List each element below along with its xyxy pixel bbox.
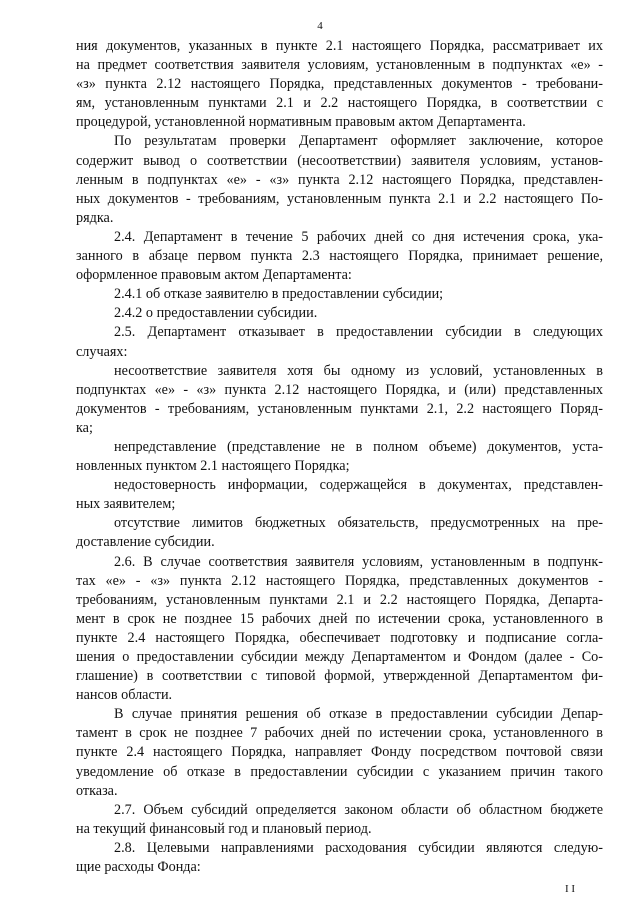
footer-mark: I I [565,883,576,895]
text-line: 2.7. Объем субсидий определяется законом области об областном бюджете [114,801,603,818]
text-line: занного в абзаце первом пункта 2.3 настоящего Порядка, принимает решение, [76,248,603,265]
text-line: По результатам проверки Департамент оформляет заключение, которое [114,133,603,150]
page-number: 4 [317,20,323,32]
text-line: на текущий финансовый год и плановый период. [76,820,372,837]
text-line: отказа. [76,782,118,799]
text-line: ных документов - требованиям, установленным пункта 2.1 и 2.2 настоящего По- [76,190,603,207]
text-line: ка; [76,419,93,436]
text-line: глашение) в соответствии с типовой формой, утвержденной Департаментом фи- [76,668,603,685]
text-line: случаях: [76,343,128,360]
text-line: мент в срок не позднее 15 рабочих дней по истечении срока, установленного в [76,610,603,627]
text-line: непредставление (представление не в полном объеме) документов, уста- [114,438,603,455]
text-line: отсутствие лимитов бюджетных обязательств, предусмотренных на пре- [114,515,603,532]
text-line: щие расходы Фонда: [76,859,201,876]
text-line: несоответствие заявителя хотя бы одному из условий, установленных в [114,362,603,379]
text-line: 2.4.2 о предоставлении субсидии. [114,305,318,322]
text-line: недостоверность информации, содержащейся в документах, представлен- [114,477,603,494]
text-line: на предмет соответствия заявителя условиям, установленным в подпунктах «е» - [76,57,603,74]
text-line: 2.5. Департамент отказывает в предоставлении субсидии в следующих [114,324,603,341]
text-line: В случае принятия решения об отказе в предоставлении субсидии Депар- [114,706,603,723]
text-line: оформленное правовым актом Департамента: [76,267,352,284]
text-line: доставление субсидии. [76,534,215,551]
text-line: уведомление об отказе в предоставлении субсидии с указанием причин такого [76,763,603,780]
text-line: 2.8. Целевыми направлениями расходования субсидии являются следую- [114,839,603,856]
text-line: 2.4.1 об отказе заявителю в предоставлении субсидии; [114,286,444,303]
text-line: нансов области. [76,687,173,704]
text-line: новленных пунктом 2.1 настоящего Порядка; [76,458,350,475]
text-line: рядка. [76,209,114,226]
text-line: «з» пункта 2.12 настоящего Порядка, представленных документов - требовани- [76,76,603,93]
text-line: документов - требованиям, установленным пунктами 2.1, 2.2 настоящего Поряд- [76,400,603,417]
text-line: пункте 2.4 настоящего Порядка, обеспечивает подготовку и подписание согла- [76,629,603,646]
text-line: содержит вывод о соответствии (несоответствии) заявителя условиям, установ- [76,152,603,169]
text-line: 2.6. В случае соответствия заявителя условиям, установленным в подпунк- [114,553,603,570]
text-line: тах «е» - «з» пункта 2.12 настоящего Порядка, представленных документов - [76,572,603,589]
text-line: ям, установленным пунктами 2.1 и 2.2 настоящего Порядка, в соответствии с [76,95,603,112]
text-line: шения о предоставлении субсидии между Департаментом и Фондом (далее - Со- [76,649,603,665]
text-line: ния документов, указанных в пункте 2.1 настоящего Порядка, рассматривает их [76,38,603,54]
text-line: процедурой, установленной нормативным правовым актом Департамента. [76,114,526,131]
text-line: ных заявителем; [76,496,176,513]
text-line: требованиям, установленным пунктами 2.1 и 2.2 настоящего Порядка, Департа- [76,591,603,608]
document-body [76,37,603,877]
text-line: пункте 2.4 настоящего Порядка, направляет Фонду посредством почтовой связи [76,744,603,761]
text-line: ленным в подпунктах «е» - «з» пункта 2.12 настоящего Порядка, представлен- [76,171,603,188]
text-line: подпунктах «е» - «з» пункта 2.12 настоящего Порядка, и (или) представленных [76,381,603,398]
text-line: 2.4. Департамент в течение 5 рабочих дней со дня истечения срока, ука- [114,228,603,245]
text-line: тамент в срок не позднее 7 рабочих дней по истечении срока, установленного в [76,725,603,742]
